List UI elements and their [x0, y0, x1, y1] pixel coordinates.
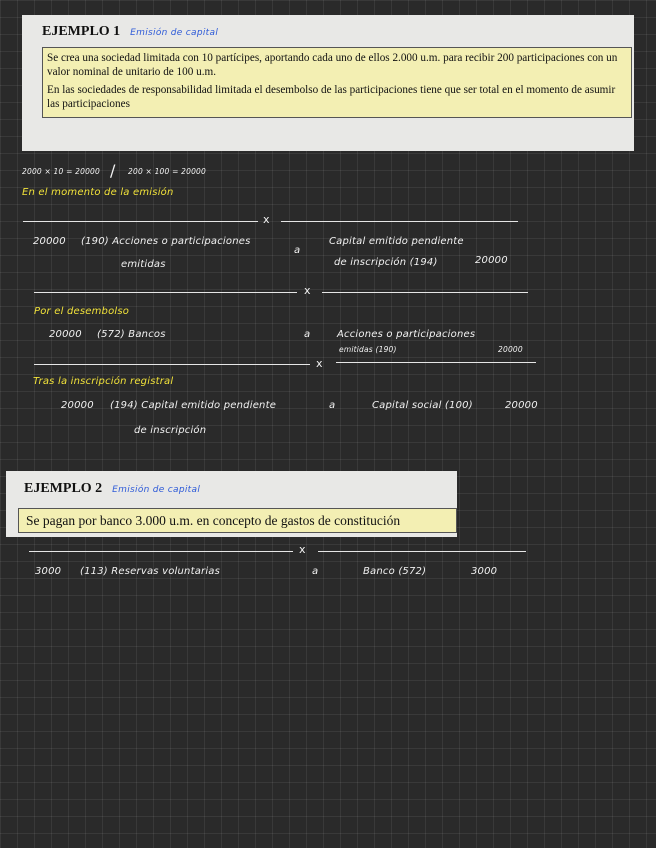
entry-4-debit-account: (113) Reservas voluntarias — [80, 566, 221, 577]
journal-x-mark: x — [316, 357, 323, 370]
example-2-statement: Se pagan por banco 3.000 u.m. en concepto de gastos de constitución — [18, 508, 457, 533]
entry-2-a: a — [304, 329, 311, 340]
example-1-header — [42, 24, 622, 40]
journal-x-mark: x — [263, 213, 270, 226]
journal-x-mark: x — [299, 543, 306, 556]
entry-3-debit-amount: 20000 — [61, 400, 94, 411]
entry-3-a: a — [329, 400, 336, 411]
heading-registration: Tras la inscripción registral — [33, 376, 174, 387]
example-2-subtitle: Emisión de capital — [112, 485, 201, 495]
entry-4-credit-amount: 3000 — [471, 566, 498, 577]
calc-slash: / — [110, 161, 116, 180]
entry-1-a: a — [294, 245, 301, 256]
calc-participants: 2000 × 10 = 20000 — [22, 167, 100, 176]
journal-divider — [23, 221, 258, 222]
entry-1-credit-amount: 20000 — [475, 255, 508, 266]
entry-2-debit-amount: 20000 — [49, 329, 82, 340]
entry-4-debit-amount: 3000 — [35, 566, 62, 577]
example-1-statement — [42, 47, 632, 118]
entry-1-credit-account-cont: de inscripción (194) — [334, 257, 438, 268]
journal-x-mark: x — [304, 284, 311, 297]
journal-divider — [29, 551, 293, 552]
journal-divider — [281, 221, 518, 222]
entry-4-credit-account: Banco (572) — [363, 566, 427, 577]
statement-paragraph: Se crea una sociedad limitada con 10 partícipes, aportando cada uno de ellos 2.000 u.m. para recibir 200 participaciones con un valor nominal de unitario de 100 u.m. — [47, 52, 618, 78]
entry-1-debit-account: (190) Acciones o participaciones — [81, 236, 251, 247]
example-2-header — [24, 481, 445, 497]
entry-3-debit-account: (194) Capital emitido pendiente — [110, 400, 277, 411]
entry-3-credit-amount: 20000 — [505, 400, 538, 411]
example-1-card — [22, 15, 634, 151]
journal-divider — [34, 292, 297, 293]
entry-1-debit-amount: 20000 — [33, 236, 66, 247]
statement-paragraph: En las sociedades de responsabilidad limitada el desembolso de las participaciones tiene que ser total en el momento de asumir las participaciones — [47, 84, 616, 110]
entry-2-credit-account: Acciones o participaciones — [337, 329, 476, 340]
journal-divider — [336, 362, 536, 363]
entry-3-debit-account-cont: de inscripción — [134, 425, 207, 436]
heading-emission: En el momento de la emisión — [22, 187, 174, 198]
heading-disbursement: Por el desembolso — [34, 306, 130, 317]
example-2-title: EJEMPLO 2 — [24, 481, 103, 496]
entry-1-debit-account-cont: emitidas — [121, 259, 166, 270]
calc-nominal: 200 × 100 = 20000 — [128, 167, 206, 176]
entry-4-a: a — [312, 566, 319, 577]
example-1-title: EJEMPLO 1 — [42, 24, 121, 39]
journal-divider — [322, 292, 528, 293]
journal-divider — [318, 551, 526, 552]
example-1-subtitle: Emisión de capital — [130, 28, 219, 38]
entry-2-credit-amount: 20000 — [498, 345, 523, 354]
journal-divider — [34, 364, 310, 365]
entry-1-credit-account: Capital emitido pendiente — [329, 236, 464, 247]
entry-2-credit-account-cont: emitidas (190) — [339, 345, 397, 354]
entry-2-debit-account: (572) Bancos — [97, 329, 166, 340]
entry-3-credit-account: Capital social (100) — [372, 400, 473, 411]
